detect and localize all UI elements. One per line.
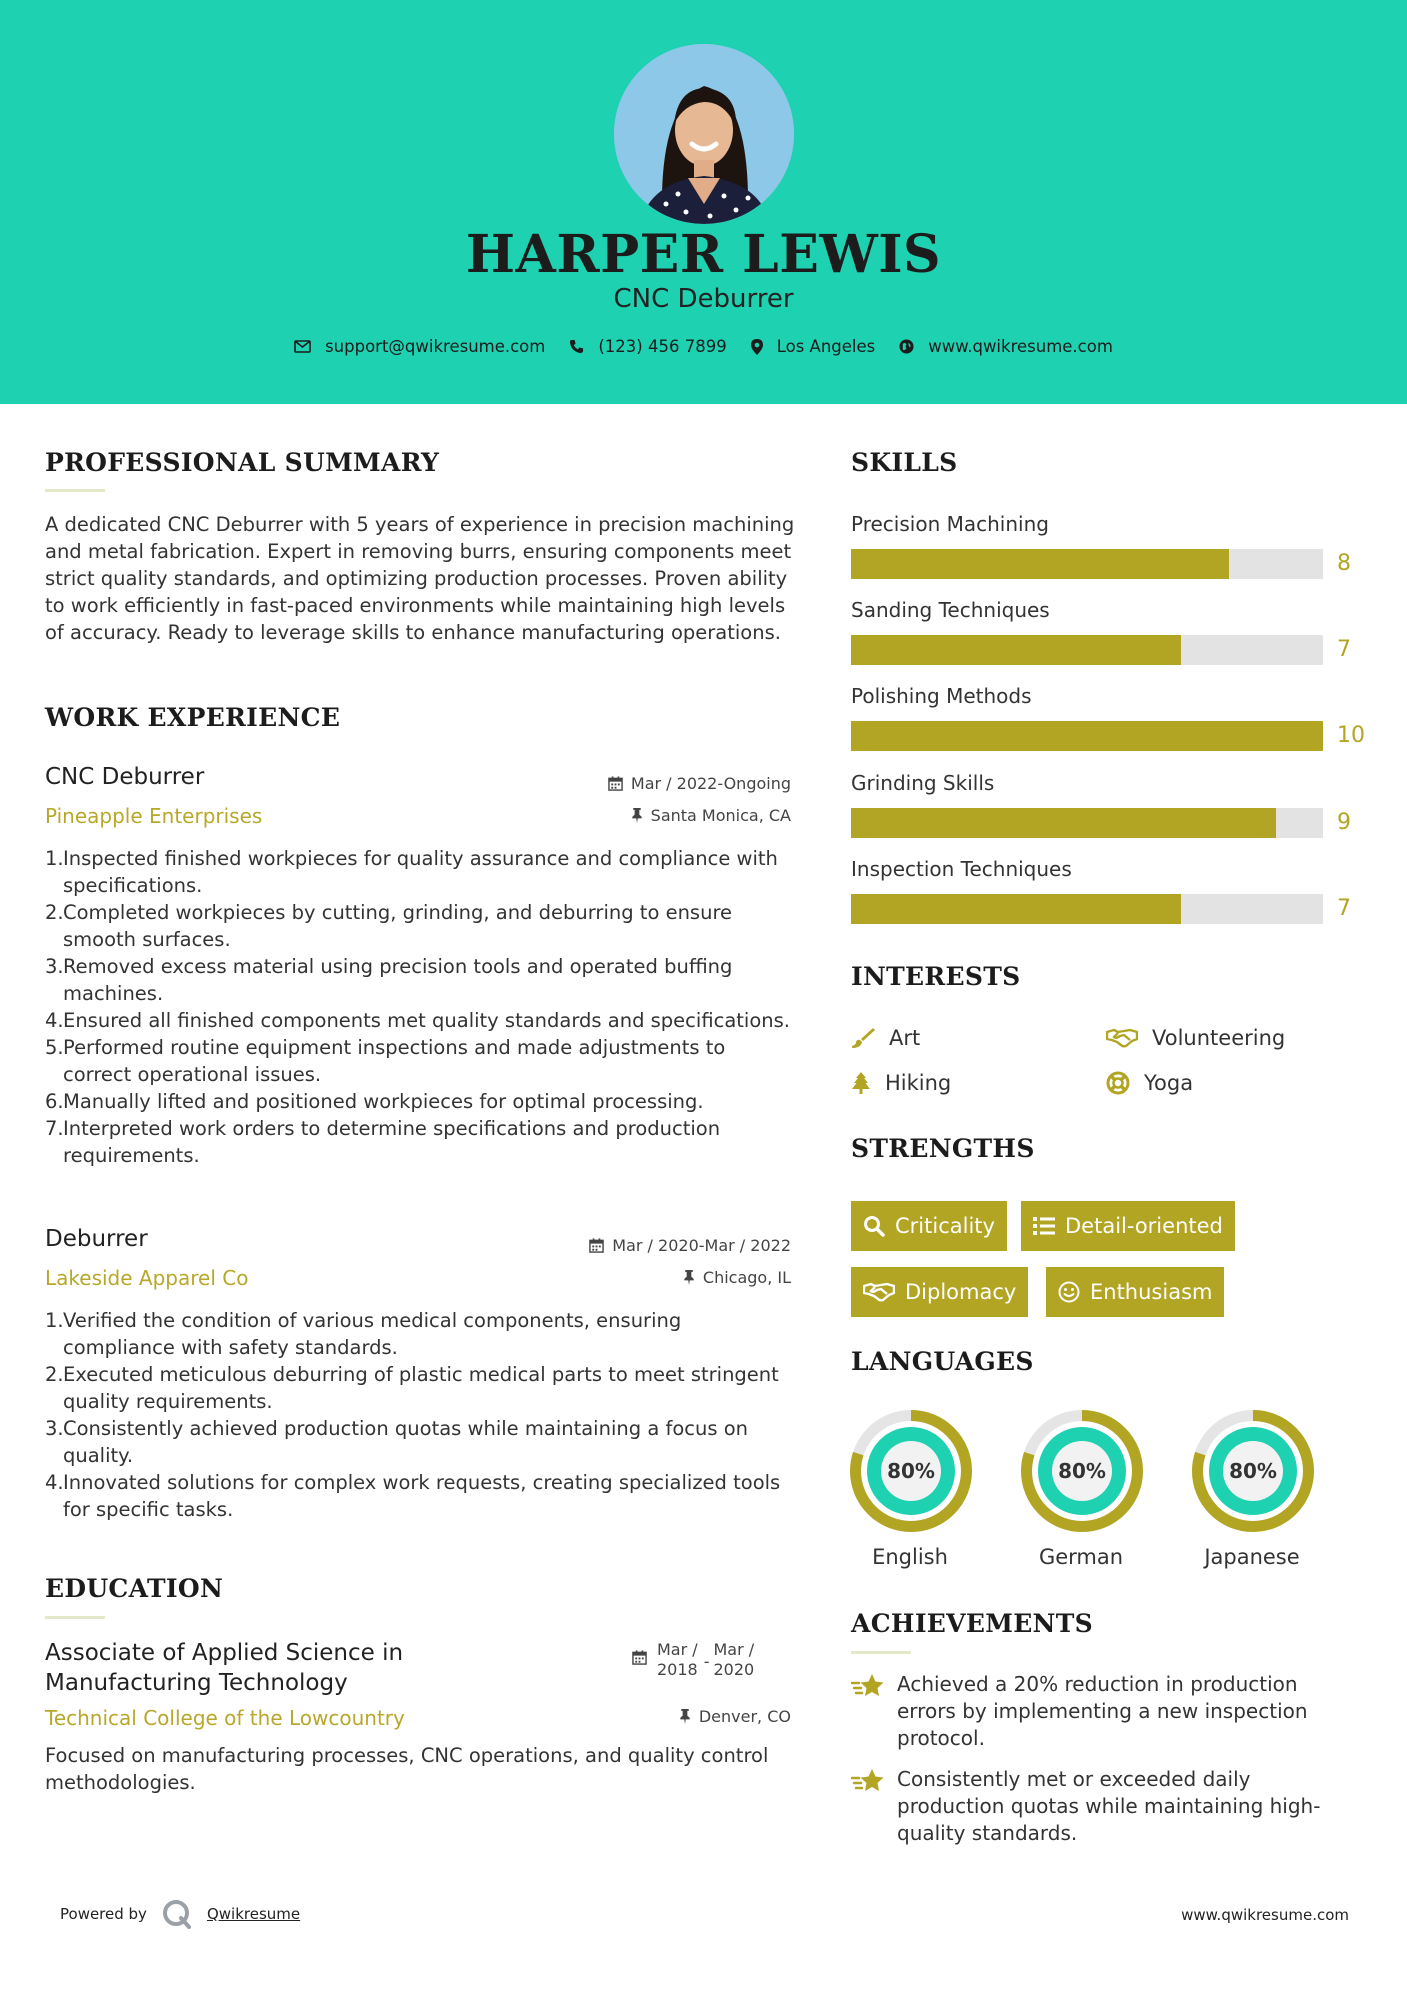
- strength-badge: [1021, 1201, 1235, 1251]
- interest-item: [1106, 1071, 1193, 1095]
- summary-text: A dedicated CNC Deburrer with 5 years of experience in precision machining and metal fabrication. Expert in removing burrs, ensuring components meet strict quality standards, and optimizing production processes. Proven ability to work efficiently in fast-paced environments while maintaining high levels of accuracy. Ready to leverage skills to enhance manufacturing operations.: [45, 513, 795, 644]
- list-item: 1. Verified the condition of various medical components, ensuring compliance with safety standards.: [45, 1309, 682, 1359]
- globe-icon: [899, 339, 914, 354]
- skill-bar-fill: [851, 894, 1181, 924]
- job-dates: [589, 1236, 791, 1255]
- language-donut: [1192, 1410, 1314, 1532]
- envelope-icon: [294, 340, 311, 353]
- summary-underline: [45, 489, 105, 492]
- achievement-item: [851, 1671, 1351, 1752]
- bullet-text: Completed workpieces by cutting, grinding, and deburring to ensure smooth surfaces.: [63, 901, 733, 951]
- list-item: 4. Innovated solutions for complex work requests, creating specialized tools for specific tasks.: [45, 1471, 781, 1521]
- candidate-title: CNC Deburrer: [613, 284, 794, 314]
- pushpin-icon: [679, 1709, 691, 1724]
- education-start: [657, 1640, 698, 1680]
- degree-title: [45, 1638, 403, 1698]
- calendar-icon: [632, 1650, 647, 1665]
- candidate-name: HARPER LEWIS: [465, 224, 942, 285]
- experience-heading: WORK EXPERIENCE: [45, 703, 341, 732]
- skill-bar-track: [851, 721, 1323, 751]
- bullet-text: Consistently achieved production quotas while maintaining a focus on quality.: [63, 1417, 748, 1467]
- school-name: Technical College of the Lowcountry: [45, 1706, 405, 1730]
- contact-email-text: support@qwikresume.com: [325, 337, 546, 356]
- job-location-text: Chicago, IL: [702, 1268, 791, 1287]
- list-item: 2. Executed meticulous deburring of plastic medical parts to meet stringent quality requirements.: [45, 1363, 779, 1413]
- education-date-dash: -: [703, 1652, 710, 1671]
- job-dates-text: Mar / 2020-Mar / 2022: [612, 1236, 791, 1255]
- qwikresume-logo-icon: [161, 1898, 193, 1930]
- skill-name: Polishing Methods: [851, 684, 1032, 708]
- job-company: Pineapple Enterprises: [45, 804, 263, 828]
- skill-bar-fill: [851, 721, 1323, 751]
- education-location-text: Denver, CO: [698, 1707, 791, 1726]
- interest-label: Hiking: [885, 1071, 952, 1095]
- calendar-icon: [589, 1238, 604, 1253]
- strength-badge: [1046, 1267, 1224, 1317]
- skill-bar-fill: [851, 635, 1181, 665]
- interest-label: Yoga: [1144, 1071, 1194, 1095]
- skill-bar-track: [851, 635, 1323, 665]
- job-title: Deburrer: [45, 1226, 148, 1252]
- strength-label: Enthusiasm: [1090, 1280, 1213, 1304]
- language-name: Japanese: [1204, 1545, 1300, 1569]
- bullet-text: Removed excess material using precision tools and operated buffing machines.: [63, 955, 733, 1005]
- list-icon: [1033, 1216, 1055, 1236]
- strength-badge: [851, 1201, 1007, 1251]
- summary-heading: PROFESSIONAL SUMMARY: [45, 448, 440, 477]
- skill-name: Inspection Techniques: [851, 857, 1072, 881]
- contact-phone[interactable]: [569, 337, 726, 356]
- bullet-text: Ensured all finished components met quality standards and specifications.: [63, 1009, 790, 1032]
- contact-location-text: Los Angeles: [776, 337, 876, 356]
- bullet-text: Inspected finished workpieces for quality assurance and compliance with specifications.: [63, 847, 778, 897]
- strength-label: Criticality: [895, 1214, 995, 1238]
- education-end-month: Mar /: [713, 1640, 755, 1659]
- education-end: [714, 1640, 755, 1680]
- job-title: CNC Deburrer: [45, 764, 205, 790]
- education-heading: EDUCATION: [45, 1574, 224, 1603]
- powered-by: [60, 1898, 300, 1930]
- contact-website-text: www.qwikresume.com: [928, 337, 1113, 356]
- profile-photo: [614, 44, 794, 224]
- strengths-heading: STRENGTHS: [851, 1134, 1035, 1163]
- interest-item: [851, 1071, 951, 1095]
- language-percent: 80%: [1229, 1459, 1277, 1483]
- language-gauge: [1192, 1410, 1314, 1536]
- language-gauge: [1021, 1410, 1143, 1536]
- pushpin-icon: [631, 808, 643, 823]
- skill-bar-track: [851, 894, 1323, 924]
- list-item: 6. Manually lifted and positioned workpieces for optimal processing.: [45, 1090, 704, 1113]
- phone-icon: [569, 339, 584, 354]
- language-percent: 80%: [887, 1459, 935, 1483]
- job-location: [631, 806, 791, 825]
- achievement-text: Achieved a 20% reduction in production errors by implementing a new inspection protocol.: [897, 1672, 1308, 1750]
- language-gauge: [850, 1410, 972, 1536]
- bullet-text: Performed routine equipment inspections and made adjustments to correct operational issues.: [63, 1036, 726, 1086]
- footer-website[interactable]: www.qwikresume.com: [1181, 1906, 1349, 1924]
- education-description: Focused on manufacturing processes, CNC operations, and quality control methodologies.: [45, 1744, 769, 1794]
- list-item: 3. Consistently achieved production quotas while maintaining a focus on quality.: [45, 1417, 748, 1467]
- education-location: [679, 1707, 791, 1726]
- skill-bar-fill: [851, 808, 1276, 838]
- bullet-text: Interpreted work orders to determine specifications and production requirements.: [63, 1117, 721, 1167]
- bullet-text: Innovated solutions for complex work requests, creating specialized tools for specific tasks.: [63, 1471, 781, 1521]
- skill-name: Grinding Skills: [851, 771, 995, 795]
- map-pin-icon: [751, 339, 763, 355]
- list-item: 5. Performed routine equipment inspections and made adjustments to correct operational issues.: [45, 1036, 726, 1086]
- bullet-text: Manually lifted and positioned workpieces for optimal processing.: [63, 1090, 704, 1113]
- skill-name: Sanding Techniques: [851, 598, 1050, 622]
- achievements-heading: ACHIEVEMENTS: [851, 1609, 1093, 1638]
- skill-bar-track: [851, 549, 1323, 579]
- calendar-icon: [608, 776, 623, 791]
- smile-icon: [1058, 1281, 1080, 1303]
- list-item: 4. Ensured all finished components met quality standards and specifications.: [45, 1009, 790, 1032]
- language-donut: [1021, 1410, 1143, 1532]
- language-donut: [850, 1410, 972, 1532]
- powered-by-label: Powered by: [60, 1905, 147, 1923]
- star-icon: [851, 1768, 885, 1794]
- header-banner: [0, 0, 1407, 404]
- skill-value: 9: [1337, 810, 1351, 835]
- interest-label: Art: [889, 1026, 921, 1050]
- languages-heading: LANGUAGES: [851, 1347, 1034, 1376]
- degree-line-1: Associate of Applied Science in: [45, 1640, 404, 1666]
- handshake-icon: [863, 1282, 895, 1302]
- bullet-text: Executed meticulous deburring of plastic medical parts to meet stringent quality requirements.: [63, 1363, 779, 1413]
- skill-value: 7: [1337, 896, 1351, 921]
- job-bullets: [45, 845, 797, 1169]
- skill-value: 7: [1337, 637, 1351, 662]
- contact-bar: [0, 337, 1407, 356]
- skills-heading: SKILLS: [851, 448, 958, 477]
- qwikresume-link[interactable]: Qwikresume: [206, 1905, 301, 1923]
- education-start-year: 2018: [657, 1660, 698, 1679]
- pushpin-icon: [683, 1270, 695, 1285]
- interest-item: [1106, 1026, 1285, 1050]
- tree-icon: [851, 1072, 871, 1094]
- contact-phone-text: (123) 456 7899: [598, 337, 727, 356]
- list-item: 7. Interpreted work orders to determine specifications and production requirements.: [45, 1117, 721, 1167]
- skill-value: 10: [1337, 723, 1365, 748]
- strength-label: Diplomacy: [905, 1280, 1017, 1304]
- skill-bar-fill: [851, 549, 1229, 579]
- education-end-year: 2020: [713, 1660, 755, 1679]
- contact-email[interactable]: [294, 337, 545, 356]
- person-portrait-icon: [614, 44, 794, 224]
- skill-bar-track: [851, 808, 1323, 838]
- achievement-item: [851, 1766, 1351, 1847]
- star-icon: [851, 1673, 885, 1699]
- bullet-text: Verified the condition of various medical components, ensuring compliance with safety standards.: [63, 1309, 682, 1359]
- education-dates: [632, 1640, 754, 1680]
- paintbrush-icon: [851, 1027, 875, 1049]
- degree-line-2: Manufacturing Technology: [45, 1670, 348, 1696]
- interests-heading: INTERESTS: [851, 962, 1021, 991]
- education-underline: [45, 1616, 105, 1619]
- achievements-underline: [851, 1651, 911, 1654]
- language-percent: 80%: [1058, 1459, 1106, 1483]
- list-item: 1. Inspected finished workpieces for quality assurance and compliance with specifications.: [45, 847, 778, 897]
- interest-item: [851, 1026, 920, 1050]
- search-icon: [863, 1215, 885, 1237]
- job-location: [683, 1268, 791, 1287]
- language-name: German: [1038, 1545, 1124, 1569]
- list-item: 3. Removed excess material using precision tools and operated buffing machines.: [45, 955, 733, 1005]
- education-start-month: Mar /: [657, 1640, 698, 1659]
- skill-value: 8: [1337, 551, 1351, 576]
- interest-label: Volunteering: [1152, 1026, 1286, 1050]
- job-dates-text: Mar / 2022-Ongoing: [630, 774, 791, 793]
- achievement-text: Consistently met or exceeded daily production quotas while maintaining high-quality standards.: [897, 1767, 1321, 1845]
- skill-name: Precision Machining: [851, 512, 1049, 536]
- strength-badge: [851, 1267, 1028, 1317]
- contact-location: [751, 337, 876, 356]
- job-company: Lakeside Apparel Co: [45, 1266, 249, 1290]
- handshake-icon: [1106, 1028, 1138, 1048]
- strength-label: Detail-oriented: [1065, 1214, 1223, 1238]
- lifering-icon: [1106, 1071, 1130, 1095]
- job-location-text: Santa Monica, CA: [650, 806, 791, 825]
- language-name: English: [872, 1545, 948, 1569]
- list-item: 2. Completed workpieces by cutting, grinding, and deburring to ensure smooth surfaces.: [45, 901, 733, 951]
- job-bullets: [45, 1307, 797, 1523]
- job-dates: [608, 774, 791, 793]
- contact-website[interactable]: [899, 337, 1113, 356]
